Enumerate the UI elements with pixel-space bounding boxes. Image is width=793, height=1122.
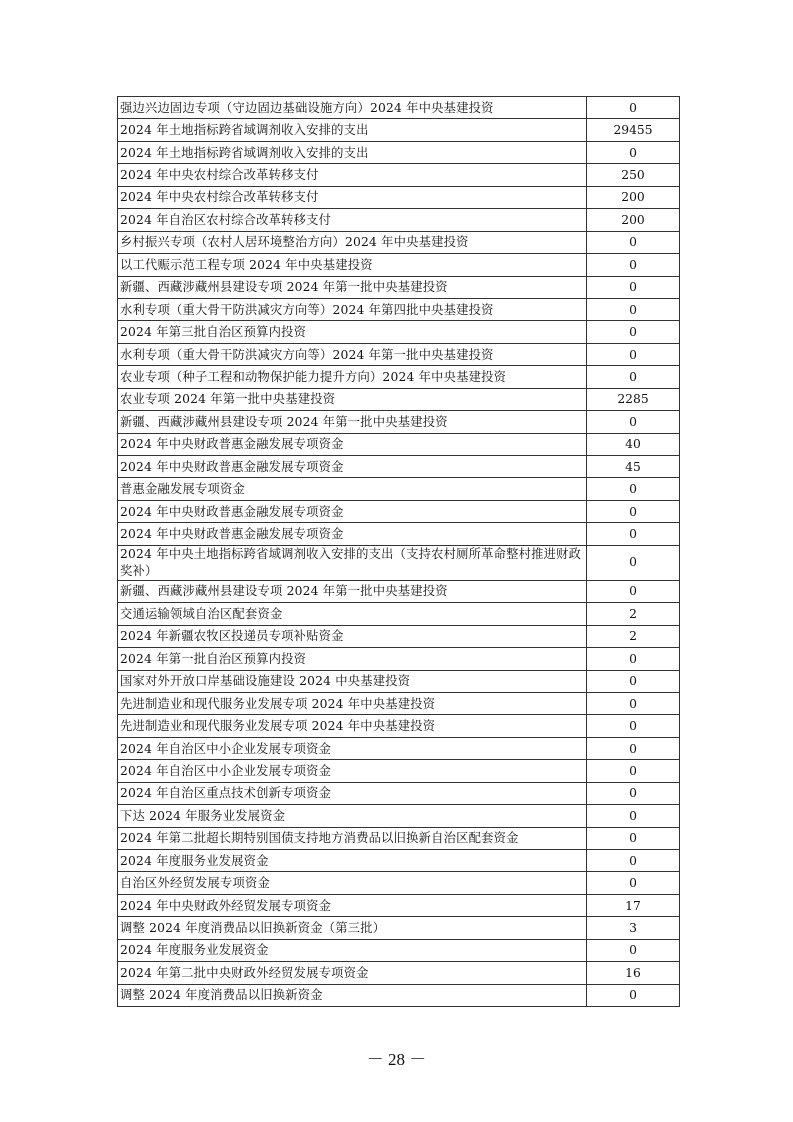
table-row	[118, 760, 680, 782]
project-name-cell: 2024 年中央土地指标跨省域调剂收入安排的支出（支持农村厕所革命整村推进财政奖补）	[118, 545, 587, 580]
project-name-cell: 2024 年中央财政外经贸发展专项资金	[118, 894, 587, 916]
table-row	[118, 500, 680, 522]
amount-cell: 45	[587, 456, 680, 478]
project-name-cell: 新疆、西藏涉藏州县建设专项 2024 年第一批中央基建投资	[118, 276, 587, 298]
table-row	[118, 805, 680, 827]
project-name-cell: 2024 年土地指标跨省域调剂收入安排的支出	[118, 119, 587, 141]
amount-cell: 0	[587, 366, 680, 388]
amount-cell: 0	[587, 343, 680, 365]
amount-cell: 0	[587, 500, 680, 522]
amount-cell: 0	[587, 805, 680, 827]
project-name-cell: 普惠金融发展专项资金	[118, 478, 587, 500]
table-row	[118, 917, 680, 939]
project-name-cell: 2024 年中央财政普惠金融发展专项资金	[118, 433, 587, 455]
project-name-cell: 2024 年中央财政普惠金融发展专项资金	[118, 456, 587, 478]
table-row	[118, 545, 680, 580]
amount-cell: 0	[587, 715, 680, 737]
project-name-cell: 2024 年中央财政普惠金融发展专项资金	[118, 500, 587, 522]
project-name-cell: 2024 年自治区中小企业发展专项资金	[118, 737, 587, 759]
amount-cell: 0	[587, 231, 680, 253]
table-row	[118, 321, 680, 343]
table-row	[118, 962, 680, 984]
table-row	[118, 478, 680, 500]
table-row	[118, 456, 680, 478]
amount-cell: 0	[587, 850, 680, 872]
amount-cell: 0	[587, 670, 680, 692]
project-name-cell: 以工代赈示范工程专项 2024 年中央基建投资	[118, 254, 587, 276]
project-name-cell: 2024 年第一批自治区预算内投资	[118, 648, 587, 670]
amount-cell: 0	[587, 827, 680, 849]
funding-table-body	[118, 97, 680, 1007]
table-row	[118, 603, 680, 625]
project-name-cell: 水利专项（重大骨干防洪减灾方向等）2024 年第四批中央基建投资	[118, 298, 587, 320]
project-name-cell: 调整 2024 年度消费品以旧换新资金（第三批）	[118, 917, 587, 939]
project-name-cell: 水利专项（重大骨干防洪减灾方向等）2024 年第一批中央基建投资	[118, 343, 587, 365]
project-name-cell: 农业专项 2024 年第一批中央基建投资	[118, 388, 587, 410]
project-name-cell: 调整 2024 年度消费品以旧换新资金	[118, 984, 587, 1006]
amount-cell: 16	[587, 962, 680, 984]
amount-cell: 0	[587, 97, 680, 119]
project-name-cell: 2024 年第三批自治区预算内投资	[118, 321, 587, 343]
table-row	[118, 715, 680, 737]
table-row	[118, 625, 680, 647]
project-name-cell: 2024 年中央农村综合改革转移支付	[118, 186, 587, 208]
project-name-cell: 新疆、西藏涉藏州县建设专项 2024 年第一批中央基建投资	[118, 580, 587, 602]
amount-cell: 250	[587, 164, 680, 186]
table-row	[118, 366, 680, 388]
project-name-cell: 自治区外经贸发展专项资金	[118, 872, 587, 894]
table-row	[118, 872, 680, 894]
table-row	[118, 939, 680, 961]
amount-cell: 0	[587, 298, 680, 320]
table-row	[118, 433, 680, 455]
project-name-cell: 2024 年自治区中小企业发展专项资金	[118, 760, 587, 782]
table-row	[118, 164, 680, 186]
table-row	[118, 209, 680, 231]
project-name-cell: 2024 年中央农村综合改革转移支付	[118, 164, 587, 186]
project-name-cell: 2024 年度服务业发展资金	[118, 850, 587, 872]
amount-cell: 0	[587, 939, 680, 961]
table-row	[118, 141, 680, 163]
amount-cell: 0	[587, 648, 680, 670]
amount-cell: 0	[587, 760, 680, 782]
table-row	[118, 254, 680, 276]
amount-cell: 0	[587, 737, 680, 759]
amount-cell: 29455	[587, 119, 680, 141]
amount-cell: 2	[587, 625, 680, 647]
table-row	[118, 850, 680, 872]
amount-cell: 2	[587, 603, 680, 625]
amount-cell: 0	[587, 782, 680, 804]
project-name-cell: 2024 年度服务业发展资金	[118, 939, 587, 961]
table-row	[118, 782, 680, 804]
project-name-cell: 2024 年第二批中央财政外经贸发展专项资金	[118, 962, 587, 984]
page-number: － 28 －	[366, 1050, 427, 1069]
amount-cell: 0	[587, 276, 680, 298]
project-name-cell: 2024 年自治区重点技术创新专项资金	[118, 782, 587, 804]
amount-cell: 0	[587, 411, 680, 433]
table-row	[118, 648, 680, 670]
amount-cell: 0	[587, 321, 680, 343]
amount-cell: 0	[587, 984, 680, 1006]
project-name-cell: 农业专项（种子工程和动物保护能力提升方向）2024 年中央基建投资	[118, 366, 587, 388]
funding-table-container	[117, 96, 679, 1007]
table-row	[118, 97, 680, 119]
table-row	[118, 119, 680, 141]
project-name-cell: 2024 年自治区农村综合改革转移支付	[118, 209, 587, 231]
project-name-cell: 乡村振兴专项（农村人居环境整治方向）2024 年中央基建投资	[118, 231, 587, 253]
table-row	[118, 298, 680, 320]
table-row	[118, 231, 680, 253]
table-row	[118, 692, 680, 714]
table-row	[118, 670, 680, 692]
project-name-cell: 国家对外开放口岸基础设施建设 2024 中央基建投资	[118, 670, 587, 692]
table-row	[118, 276, 680, 298]
table-row	[118, 984, 680, 1006]
amount-cell: 200	[587, 186, 680, 208]
amount-cell: 17	[587, 894, 680, 916]
amount-cell: 0	[587, 692, 680, 714]
project-name-cell: 2024 年中央财政普惠金融发展专项资金	[118, 523, 587, 545]
amount-cell: 0	[587, 141, 680, 163]
project-name-cell: 下达 2024 年服务业发展资金	[118, 805, 587, 827]
funding-table	[117, 96, 680, 1007]
amount-cell: 200	[587, 209, 680, 231]
project-name-cell: 先进制造业和现代服务业发展专项 2024 年中央基建投资	[118, 692, 587, 714]
table-row	[118, 580, 680, 602]
amount-cell: 40	[587, 433, 680, 455]
table-row	[118, 523, 680, 545]
project-name-cell: 交通运输领域自治区配套资金	[118, 603, 587, 625]
project-name-cell: 新疆、西藏涉藏州县建设专项 2024 年第一批中央基建投资	[118, 411, 587, 433]
amount-cell: 2285	[587, 388, 680, 410]
table-row	[118, 894, 680, 916]
amount-cell: 0	[587, 545, 680, 580]
table-row	[118, 737, 680, 759]
amount-cell: 0	[587, 580, 680, 602]
amount-cell: 0	[587, 523, 680, 545]
table-row	[118, 388, 680, 410]
table-row	[118, 186, 680, 208]
table-row	[118, 343, 680, 365]
amount-cell: 0	[587, 478, 680, 500]
table-row	[118, 827, 680, 849]
project-name-cell: 先进制造业和现代服务业发展专项 2024 年中央基建投资	[118, 715, 587, 737]
amount-cell: 0	[587, 254, 680, 276]
project-name-cell: 2024 年第二批超长期特别国债支持地方消费品以旧换新自治区配套资金	[118, 827, 587, 849]
table-row	[118, 411, 680, 433]
project-name-cell: 强边兴边固边专项（守边固边基础设施方向）2024 年中央基建投资	[118, 97, 587, 119]
amount-cell: 3	[587, 917, 680, 939]
project-name-cell: 2024 年土地指标跨省域调剂收入安排的支出	[118, 141, 587, 163]
project-name-cell: 2024 年新疆农牧区投递员专项补贴资金	[118, 625, 587, 647]
amount-cell: 0	[587, 872, 680, 894]
